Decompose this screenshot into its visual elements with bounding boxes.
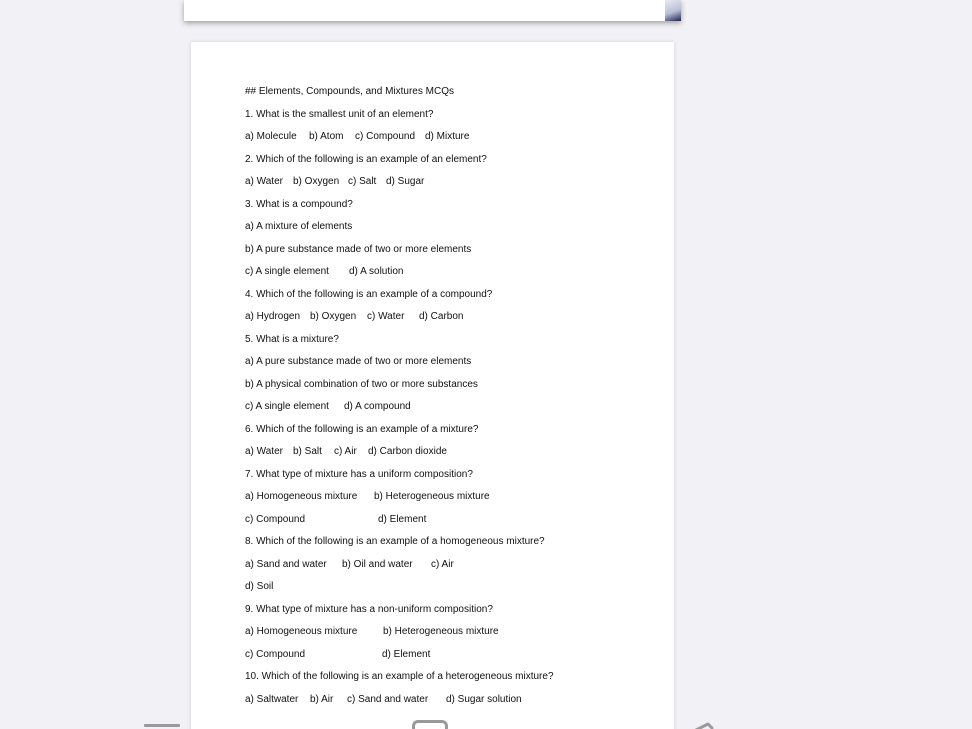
option: c) Compound <box>355 131 416 142</box>
question-5: 5. What is a mixture? <box>245 334 339 345</box>
option: d) Element <box>382 649 431 660</box>
option: c) Sand and water <box>347 694 429 705</box>
option: d) A solution <box>349 266 404 277</box>
option: d) A compound <box>344 401 411 412</box>
option: a) Homogeneous mixture <box>245 626 358 637</box>
option: d) Sugar <box>386 176 425 187</box>
previous-page[interactable] <box>184 0 681 21</box>
option: c) Compound <box>245 649 306 660</box>
question-3: 3. What is a compound? <box>245 199 353 210</box>
option: c) Salt <box>348 176 377 187</box>
option: d) Sugar solution <box>446 694 522 705</box>
option: a) Homogeneous mixture <box>245 491 358 502</box>
option: a) Sand and water <box>245 559 327 570</box>
previous-page-image-corner <box>665 0 681 21</box>
option: a) Water <box>245 176 283 187</box>
option: b) Heterogeneous mixture <box>374 491 490 502</box>
back-icon[interactable] <box>690 719 714 729</box>
question-1: 1. What is the smallest unit of an element? <box>245 109 434 120</box>
option: b) Atom <box>309 131 344 142</box>
option: d) Carbon dioxide <box>368 446 447 457</box>
question-4: 4. Which of the following is an example of a compound? <box>245 289 493 300</box>
question-8: 8. Which of the following is an example of a homogeneous mixture? <box>245 536 545 547</box>
option: a) Water <box>245 446 283 457</box>
option: d) Element <box>378 514 427 525</box>
option: b) Salt <box>293 446 322 457</box>
navigation-bar <box>0 719 972 729</box>
option: c) Air <box>334 446 357 457</box>
option: b) Heterogeneous mixture <box>383 626 499 637</box>
question-10: 10. Which of the following is an example of a heterogeneous mixture? <box>245 671 554 682</box>
question-2: 2. Which of the following is an example of an element? <box>245 154 487 165</box>
option: a) Hydrogen <box>245 311 301 322</box>
option: c) A single element <box>245 266 329 277</box>
option-line: b) A pure substance made of two or more elements <box>245 244 472 255</box>
question-6: 6. Which of the following is an example of a mixture? <box>245 424 479 435</box>
option: c) A single element <box>245 401 329 412</box>
document-title: ## Elements, Compounds, and Mixtures MCQs <box>245 86 454 97</box>
option: d) Carbon <box>419 311 464 322</box>
option: d) Mixture <box>425 131 470 142</box>
option-line: d) Soil <box>245 581 274 592</box>
option-line: a) A pure substance made of two or more elements <box>245 356 472 367</box>
option: b) Air <box>310 694 334 705</box>
option-line: a) A mixture of elements <box>245 221 353 232</box>
menu-icon[interactable] <box>144 724 180 727</box>
option: b) Oxygen <box>293 176 340 187</box>
option: c) Compound <box>245 514 306 525</box>
question-7: 7. What type of mixture has a uniform composition? <box>245 469 473 480</box>
option: c) Air <box>431 559 454 570</box>
option: a) Molecule <box>245 131 297 142</box>
option: a) Saltwater <box>245 694 299 705</box>
document-page[interactable] <box>191 42 674 729</box>
option-line: b) A physical combination of two or more substances <box>245 379 478 390</box>
question-9: 9. What type of mixture has a non-uniform composition? <box>245 604 493 615</box>
option: b) Oil and water <box>342 559 413 570</box>
home-icon[interactable] <box>412 720 448 729</box>
option: b) Oxygen <box>310 311 357 322</box>
option: c) Water <box>367 311 405 322</box>
